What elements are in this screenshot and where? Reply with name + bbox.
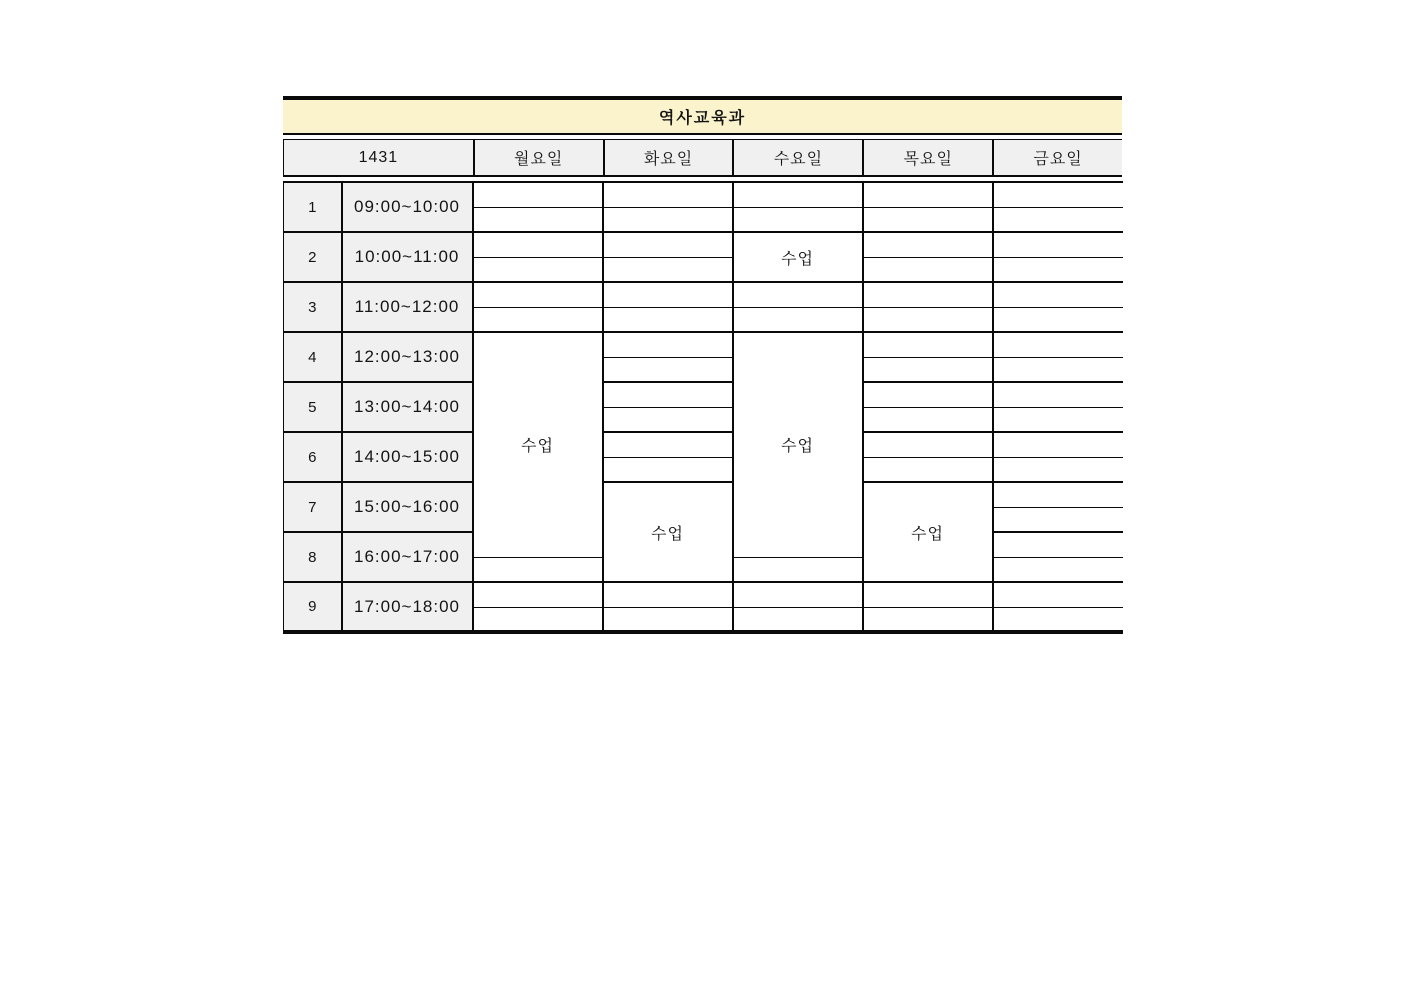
cell-fri-1a <box>993 182 1123 207</box>
cell-fri-5b <box>993 407 1123 432</box>
header-day-thursday: 목요일 <box>862 140 992 175</box>
period-number: 8 <box>284 532 342 582</box>
cell-tue-9a <box>603 582 733 607</box>
cell-fri-3b <box>993 307 1123 332</box>
cell-tue-6a <box>603 432 733 457</box>
class-block-wed-p4-8: 수업 <box>733 332 863 557</box>
period-number: 5 <box>284 382 342 432</box>
cell-thu-2a <box>863 232 993 257</box>
cell-fri-8b <box>993 557 1123 582</box>
cell-mon-9a <box>473 582 603 607</box>
period-number: 7 <box>284 482 342 532</box>
period-time: 14:00~15:00 <box>342 432 473 482</box>
period-number: 1 <box>284 182 342 232</box>
period-time: 12:00~13:00 <box>342 332 473 382</box>
cell-mon-3a <box>473 282 603 307</box>
cell-fri-2a <box>993 232 1123 257</box>
cell-fri-4a <box>993 332 1123 357</box>
header-day-tuesday: 화요일 <box>603 140 733 175</box>
cell-fri-8a <box>993 532 1123 557</box>
cell-fri-9a <box>993 582 1123 607</box>
class-block-mon-p4-8: 수업 <box>473 332 603 557</box>
cell-tue-1b <box>603 207 733 232</box>
cell-mon-8b <box>473 557 603 582</box>
period-number: 3 <box>284 282 342 332</box>
cell-mon-2a <box>473 232 603 257</box>
period-time: 16:00~17:00 <box>342 532 473 582</box>
cell-mon-2b <box>473 257 603 282</box>
cell-tue-6b <box>603 457 733 482</box>
cell-wed-1b <box>733 207 863 232</box>
cell-thu-2b <box>863 257 993 282</box>
cell-tue-3b <box>603 307 733 332</box>
period-time: 17:00~18:00 <box>342 582 473 632</box>
department-title: 역사교육과 <box>658 110 747 127</box>
cell-fri-7a <box>993 482 1123 507</box>
cell-mon-9b <box>473 607 603 632</box>
header-day-wednesday: 수요일 <box>732 140 862 175</box>
cell-tue-2b <box>603 257 733 282</box>
cell-tue-3a <box>603 282 733 307</box>
cell-fri-1b <box>993 207 1123 232</box>
cell-thu-6a <box>863 432 993 457</box>
cell-mon-1a <box>473 182 603 207</box>
class-block-tue-p7-8: 수업 <box>603 482 733 582</box>
header-row <box>283 139 1122 177</box>
cell-thu-5b <box>863 407 993 432</box>
period-number: 2 <box>284 232 342 282</box>
cell-thu-1a <box>863 182 993 207</box>
cell-fri-9b <box>993 607 1123 632</box>
cell-wed-3a <box>733 282 863 307</box>
cell-thu-3a <box>863 282 993 307</box>
cell-fri-7b <box>993 507 1123 532</box>
cell-fri-6b <box>993 457 1123 482</box>
cell-tue-5a <box>603 382 733 407</box>
class-block-thu-p7-8: 수업 <box>863 482 993 582</box>
cell-thu-3b <box>863 307 993 332</box>
period-time: 09:00~10:00 <box>342 182 473 232</box>
cell-thu-9b <box>863 607 993 632</box>
period-time: 10:00~11:00 <box>342 232 473 282</box>
cell-fri-6a <box>993 432 1123 457</box>
period-time: 11:00~12:00 <box>342 282 473 332</box>
cell-tue-5b <box>603 407 733 432</box>
cell-thu-9a <box>863 582 993 607</box>
period-time: 13:00~14:00 <box>342 382 473 432</box>
timetable <box>283 96 1122 634</box>
cell-thu-4a <box>863 332 993 357</box>
cell-wed-3b <box>733 307 863 332</box>
cell-fri-2b <box>993 257 1123 282</box>
cell-wed-8b <box>733 557 863 582</box>
header-code: 1431 <box>358 148 399 166</box>
cell-mon-1b <box>473 207 603 232</box>
header-day-friday: 금요일 <box>992 140 1122 175</box>
cell-mon-3b <box>473 307 603 332</box>
cell-wed-1a <box>733 182 863 207</box>
period-number: 6 <box>284 432 342 482</box>
department-title-bar <box>283 96 1122 135</box>
period-number: 4 <box>284 332 342 382</box>
class-block-wed-p2: 수업 <box>733 232 863 282</box>
cell-fri-4b <box>993 357 1123 382</box>
cell-tue-9b <box>603 607 733 632</box>
cell-tue-2a <box>603 232 733 257</box>
header-day-monday: 월요일 <box>473 140 603 175</box>
cell-fri-5a <box>993 382 1123 407</box>
cell-tue-4a <box>603 332 733 357</box>
cell-thu-6b <box>863 457 993 482</box>
cell-thu-1b <box>863 207 993 232</box>
timetable-grid <box>283 181 1123 634</box>
period-time: 15:00~16:00 <box>342 482 473 532</box>
period-number: 9 <box>284 582 342 632</box>
cell-fri-3a <box>993 282 1123 307</box>
cell-tue-1a <box>603 182 733 207</box>
cell-thu-4b <box>863 357 993 382</box>
cell-thu-5a <box>863 382 993 407</box>
cell-wed-9b <box>733 607 863 632</box>
cell-tue-4b <box>603 357 733 382</box>
cell-wed-9a <box>733 582 863 607</box>
